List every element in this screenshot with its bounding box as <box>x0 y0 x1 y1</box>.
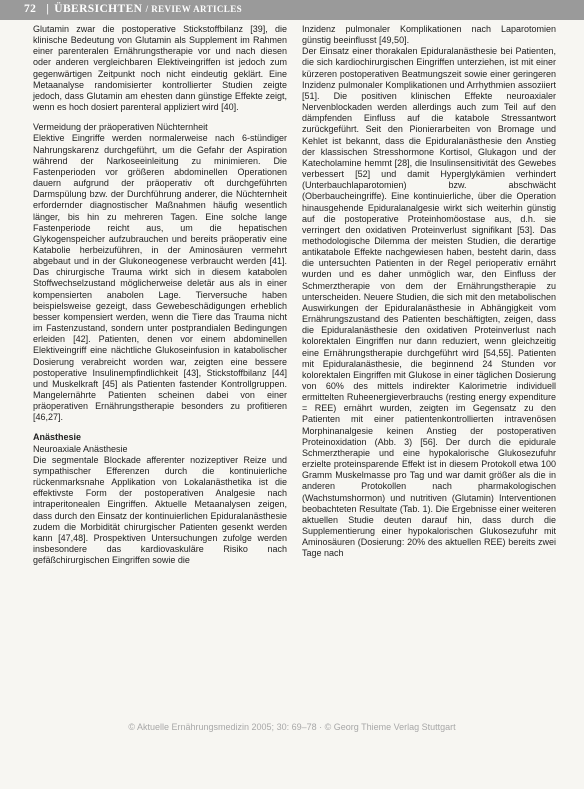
paragraph-fasting: Elektive Eingriffe werden normalerweise nach 6-stündiger Nahrungskarenz durchgeführt, um die Gefahr der Aspiration während der Narkoseeinleitung zu minimieren. Die Fastenperioden vor größeren abdominellen Operationen dauern aufgrund der präoperativ oft durchgeführten Darmspülung bzw. der Durchführung anderer, die Nüchternheit erfordernder diagnostischer Maßnahmen häufig wesentlich länger, bis hin zu mehreren Tagen. Eine solche lange Fastenperiode reicht aus, um die hepatischen Glykogenspeicher aufzubrauchen und bereits präoperativ eine Katabolie herbeizuführen, in der Aminosäuren vermehrt abgebaut und in der Glukoneogenese verbraucht werden [41]. Das chirurgische Trauma wirkt sich in diesem katabolen Stoffwechselzustand möglicherweise deletär aus als in einer kompensierten anabolen Lage. Tierversuche haben beispielsweise gezeigt, dass Gewebeschädigungen erheblich besser kompensiert werden, wenn die Tiere das Trauma nicht im Fastenzustand, sondern unter postprandialen Bedingungen erleiden [42]. Patienten, denen vor einem abdominellen Elektiveingriff eine nächtliche Glukoseinfusion in katabolischer Dosierung verabreicht worden war, zeigten eine bessere postoperative Insulinempfindlichkeit [43], Stickstoffbilanz [44] und Muskelkraft [45] als Patienten fastender Kontrollgruppen. Mangelernährte Patienten scheinen dabei von einer präoperativen Ernährungstherapie besonders zu profitieren [46,27]. <box>33 133 287 423</box>
paragraph-epidural: Der Einsatz einer thorakalen Epiduralanästhesie bei Patienten, die sich kardiochirurgischen Eingriffen unterziehen, ist mit einer kürzeren postoperativen Beatmungszeit sowie einer geringeren Inzidenz pulmonaler Komplikationen und Arrhythmien assoziiert [51]. Die positiven klinischen Effekte neuroaxialer Nervenblockaden werden allerdings auch zum Teil auf den dämpfenden Einfluss auf die katabole Stressantwort zurückgeführt. Seit den Pionierarbeiten von Bromage und Kehlet ist bekannt, dass die Epiduralanästhesie den Anstieg der klassischen Stresshormone Kortisol, Glukagon und der Katecholamine hemmt [28], die Insulinsensitivität des Gewebes verbessert [52] und damit Hyperglykämien verhindert (Unterbauchlaparotomien) bzw. abschwächt (Oberbaucheingriffe). Eine kontinuierliche, über die Operation hinausgehende Epiduralanalgesie wirkt sich weiterhin günstig auf die postoperative Proteinhomöostase aus, d.h. sie verringert den oxidativen Proteinverlust signifikant [53]. Das methodologische Dilemma der meisten Studien, die derartige antikatabole Effekte nachgewiesen haben, besteht darin, dass die untersuchten Patienten in der Regel perioperativ ernährt wurden und es daher unmöglich war, den Einfluss der Schmerztherapie von dem der Ernährungstherapie zu unterscheiden. Neuere Studien, die sich mit den metabolischen Auswirkungen der Epiduralanästhesie in Abhängigkeit vom Ernährungszustand des Patienten beschäftigten, zeigen, dass die Epiduralanästhesie den oxidativen Proteinverlust nach kolorektalen Eingriffen nur dann reduziert, wenn gleichzeitig eine Ernährungstherapie durchgeführt wird [54,55]. Patienten mit Epiduralanästhesie, die beginnend 24 Stunden vor kolorektalen Eingriffen mit Glukose in einer täglichen Dosierung von 60% des mittels indirekter Kalorimetrie individuell ermittelten Ruheenergieverbrauchs (resting energy expenditure = REE) ernährt wurden, zeigten im Gegensatz zu den Patienten mit einer patientenkontrollierten intravenösen Morphinanalgesie keinen Anstieg der postoperativen Proteinoxidation (Abb. 3) [56]. Der durch die epidurale Schmerztherapie und eine hypokalorische Glukosezufuhr erzielte proteinsparende Effekt ist in diesem Protokoll etwa 100 Gramm Muskelmasse pro Tag und war damit größer als die in anderen Protokollen nach pharmakologischen (Wachstumshormon) und nutritiven (Glutamin) Interventionen beobachteten Resultate (Tab. 1). Die Ergebnisse einer weiteren aktuellen Studie deuten darauf hin, dass durch die Supplementierung einer hypokalorischen Glukosezufuhr mit Aminosäuren (Dosierung: 20% des aktuellen REE) bereits zwei Tage nach <box>302 46 556 559</box>
page-footer: © Aktuelle Ernährungsmedizin 2005; 30: 69–78 · © Georg Thieme Verlag Stuttgart <box>128 722 456 732</box>
paragraph-neuroaxial: Die segmentale Blockade afferenter nozizeptiver Reize und sympathischer Efferenzen durch die kontinuierliche rückenmarksnahe Applikation von Lokalanästhetika ist die effektivste Form der postoperativen Analgesie nach intraperitonealen Eingriffen. Aktuelle Metaanalysen zeigen, dass durch den Einsatz der kontinuierlichen Epiduralanästhesie zudem die Morbidität chirurgischer Patienten gesenkt werden kann [47,48]. Prospektiven Untersuchungen zufolge werden insbesondere das kardiovaskuläre Risiko nach gefäßchirurgischen Eingriffen sowie die <box>33 454 287 566</box>
section-title: ÜBERSICHTEN <box>54 3 143 15</box>
section-subtitle: / REVIEW ARTICLES <box>145 4 243 14</box>
page-number: 72 <box>24 3 37 15</box>
right-column <box>302 24 556 560</box>
paragraph-glutamin: Glutamin zwar die postoperative Stickstoffbilanz [39], die klinische Bedeutung von Glutamin als Supplement im Rahmen einer parenteralen Ernährungstherapie vor und nach diesen oder anderen vergleichbaren Elektiveingriffen ist jedoch zum gegenwärtigen Zeitpunkt noch nicht eindeutig geklärt. Eine Metaanalyse randomisierter kontrollierter Studien zeigte jedoch, dass Glutamin am ehesten dann günstige Effekte zeigt, wenn es hoch dosiert parenteral appliziert wird [40]. <box>33 24 287 113</box>
heading-anaesthesia: Anästhesie <box>33 432 82 443</box>
left-column <box>33 24 287 566</box>
heading-neuroaxial: Neuroaxiale Anästhesie <box>33 443 128 454</box>
header-separator: | <box>46 3 50 15</box>
heading-fasting: Vermeidung der präoperativen Nüchternheit <box>33 122 208 133</box>
running-header <box>24 3 242 15</box>
page-header-bar <box>0 0 584 20</box>
paragraph-pulmonary: Inzidenz pulmonaler Komplikationen nach Laparotomien günstig beeinflusst [49,50]. <box>302 24 556 46</box>
